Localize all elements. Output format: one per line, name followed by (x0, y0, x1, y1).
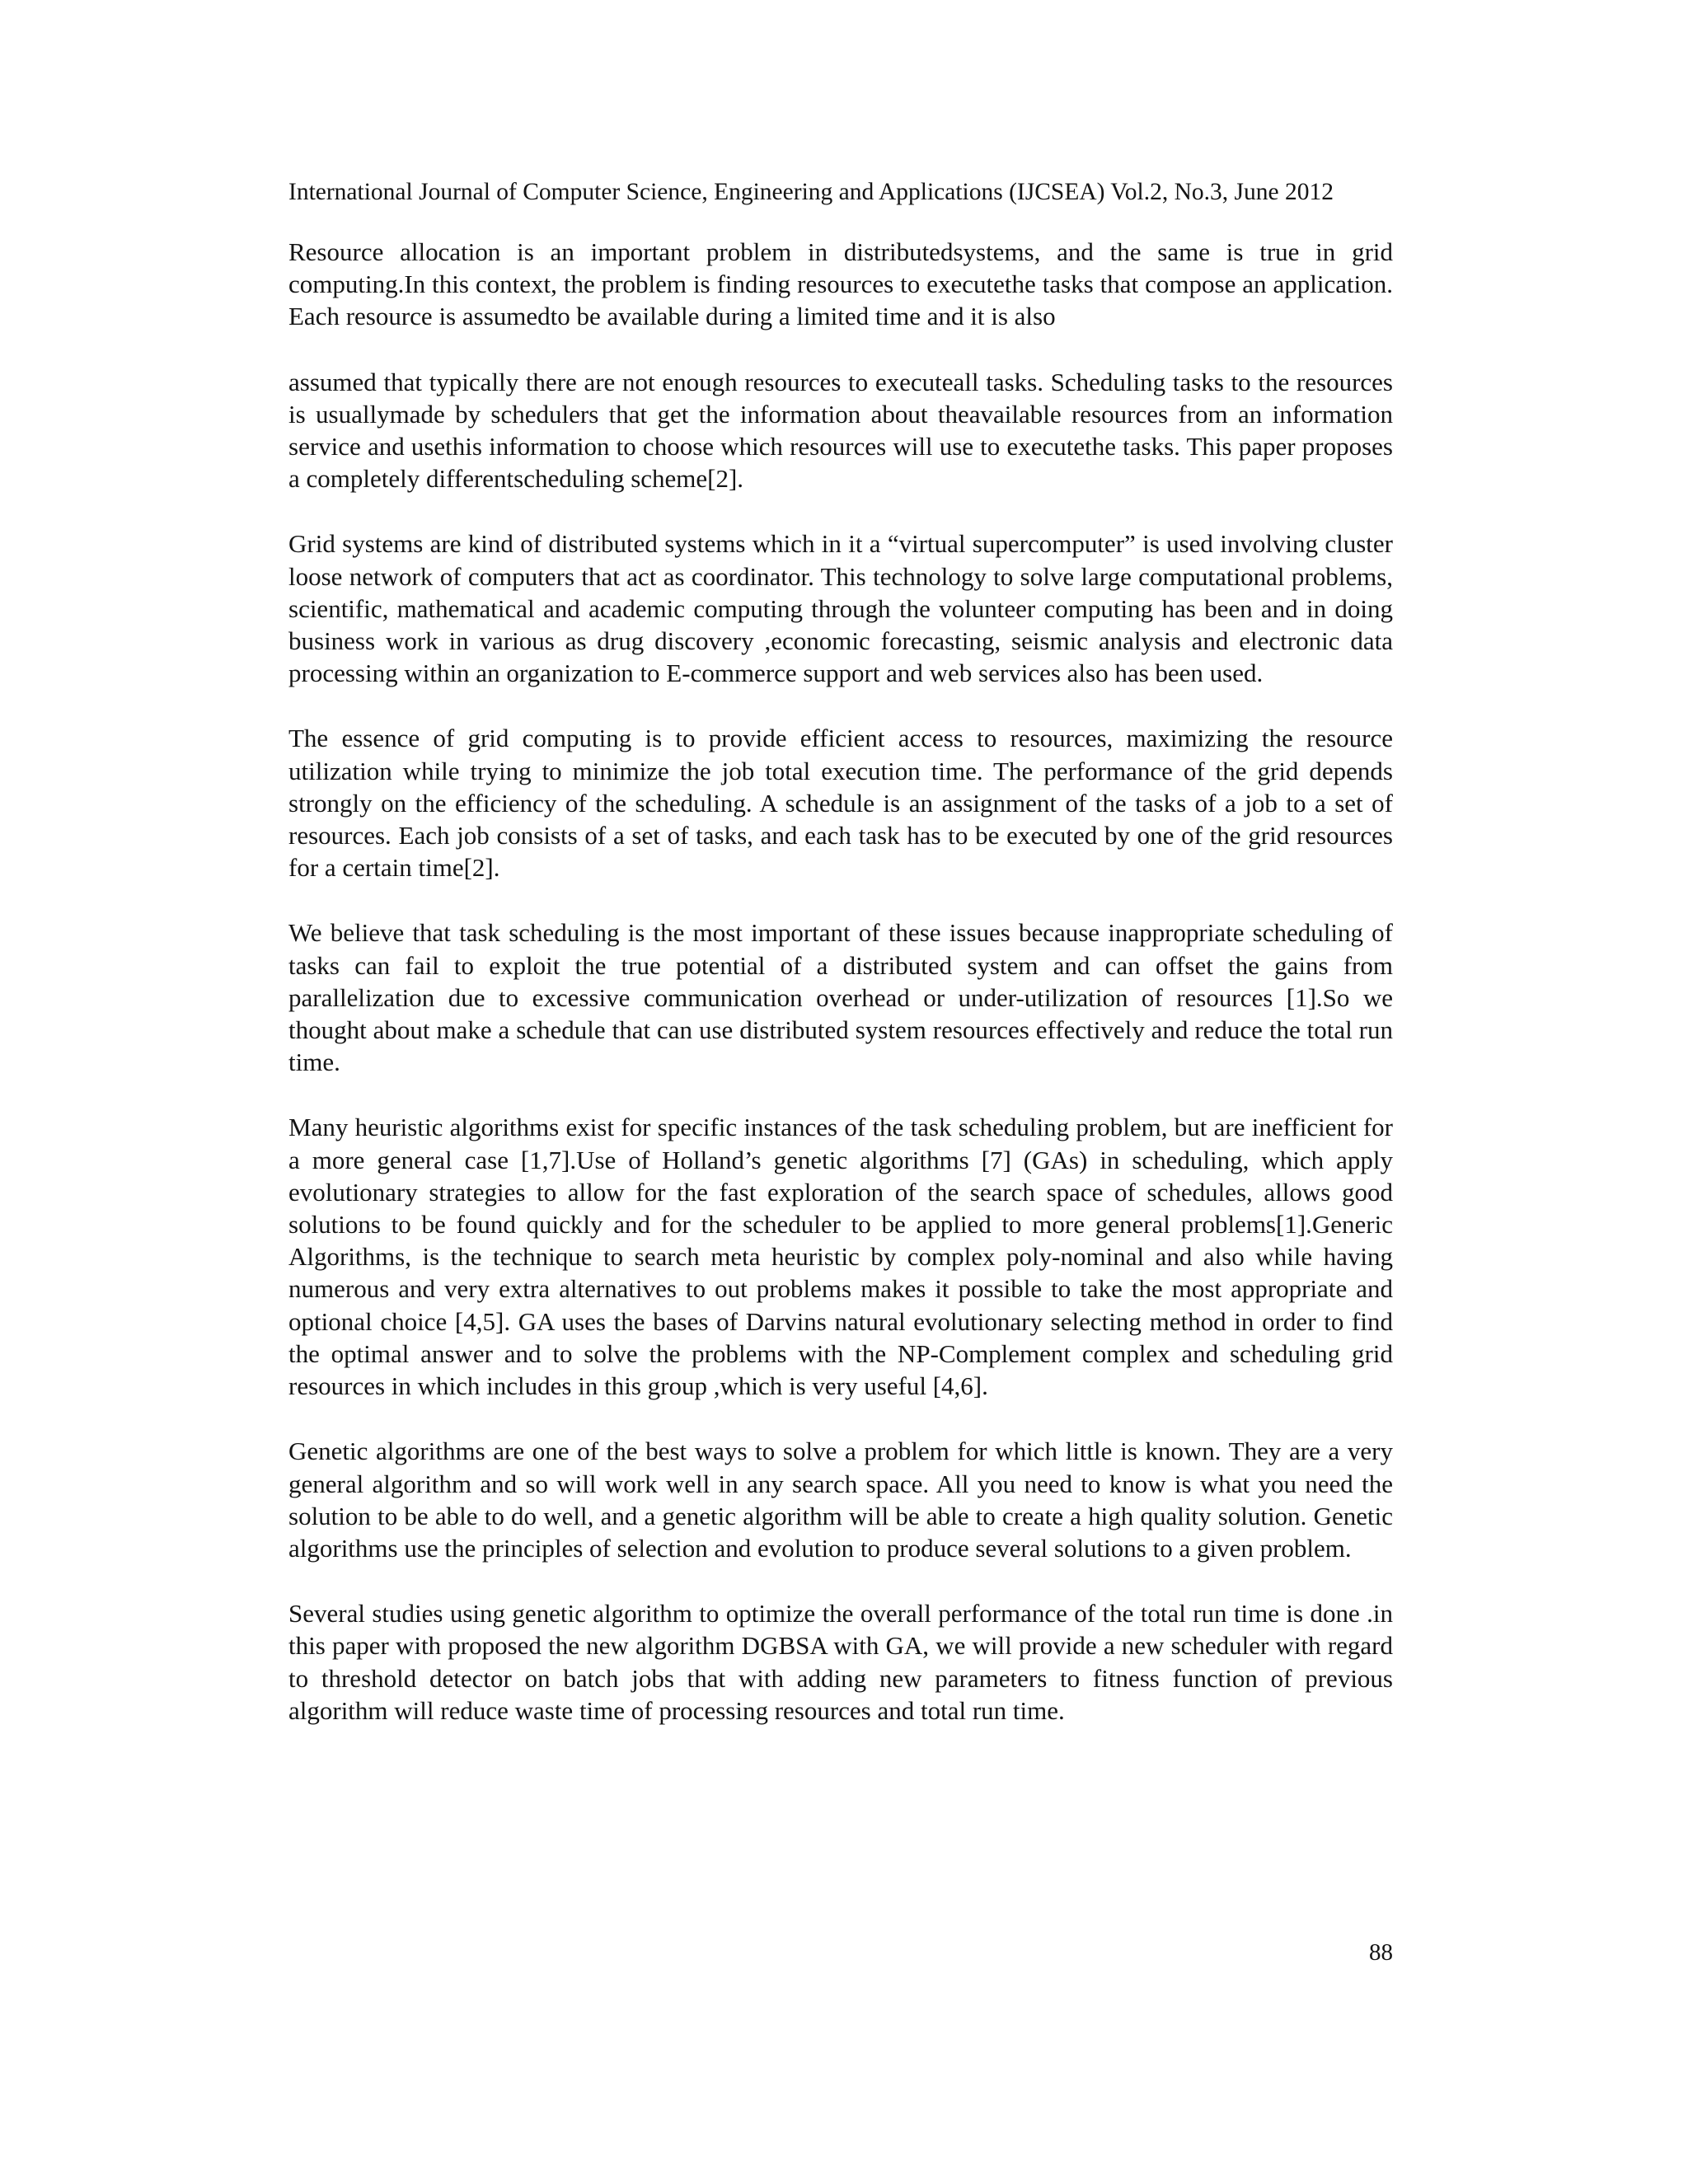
paragraph-proposed-method: Several studies using genetic algorithm to optimize the overall performance of the total run time is done .in this paper with proposed the new algorithm DGBSA with GA, we will provide a new scheduler with regard to threshold detector on batch jobs that with adding new parameters to fitness function of previous algorithm will reduce waste time of processing resources and total run time. (288, 1599, 1393, 1725)
running-header: International Journal of Computer Science, Engineering and Applications (IJCSEA) Vol.2, No.3, June 2012 (288, 179, 1334, 205)
body-text (288, 236, 1393, 1760)
paragraph-scheduling-overview: assumed that typically there are not enough resources to executeall tasks. Scheduling tasks to the resources is usuallymade by schedulers that get the information about theavailable resources from an information service and usethis information to choose which resources will use to executethe tasks. This paper proposes a completely differentscheduling scheme[2]. (288, 367, 1393, 494)
paragraph-genetic-algorithms: Genetic algorithms are one of the best ways to solve a problem for which little is known. They are a very general algorithm and so will work well in any search space. All you need to know is what you need the solution to be able to do well, and a genetic algorithm will be able to create a high quality solution. Genetic algorithms use the principles of selection and evolution to produce several solutions to a given problem. (288, 1436, 1393, 1563)
paragraph-heuristic-algorithms: Many heuristic algorithms exist for specific instances of the task scheduling problem, but are inefficient for a more general case [1,7].Use of Holland’s genetic algorithms [7] (GAs) in scheduling, which apply evolutionary strategies to allow for the fast exploration of the search space of schedules, allows good solutions to be found quickly and for the scheduler to be applied to more general problems[1].Generic Algorithms, is the technique to search meta heuristic by complex poly-nominal and also while having numerous and very extra alternatives to out problems makes it possible to take the most appropriate and optional choice [4,5]. GA uses the bases of Darvins natural evolutionary selecting method in order to find the optimal answer and to solve the problems with the NP-Complement complex and scheduling grid resources in which includes in this group ,which is very useful [4,6]. (288, 1113, 1393, 1401)
page-number: 88 (1369, 1939, 1393, 1966)
paragraph-grid-systems: Grid systems are kind of distributed systems which in it a “virtual supercomputer” is used involving cluster loose network of computers that act as coordinator. This technology to solve large computational problems, scientific, mathematical and academic computing through the volunteer computing has been and in doing business work in various as drug discovery ,economic forecasting, seismic analysis and electronic data processing within an organization to E-commerce support and web services also has been used. (288, 529, 1393, 688)
paragraph-resource-allocation: Resource allocation is an important problem in distributedsystems, and the same is true in grid computing.In this context, the problem is finding resources to executethe tasks that compose an application. Each resource is assumedto be available during a limited time and it is also (288, 237, 1393, 331)
paragraph-task-scheduling: We believe that task scheduling is the most important of these issues because inappropriate scheduling of tasks can fail to exploit the true potential of a distributed system and can offset the gains from parallelization due to excessive communication overhead or under-utilization of resources [1].So we thought about make a schedule that can use distributed system resources effectively and reduce the total run time. (288, 918, 1393, 1077)
paragraph-grid-essence: The essence of grid computing is to provide efficient access to resources, maximizing the resource utilization while trying to minimize the job total execution time. The performance of the grid depends strongly on the efficiency of the scheduling. A schedule is an assignment of the tasks of a job to a set of resources. Each job consists of a set of tasks, and each task has to be executed by one of the grid resources for a certain time[2]. (288, 724, 1393, 883)
